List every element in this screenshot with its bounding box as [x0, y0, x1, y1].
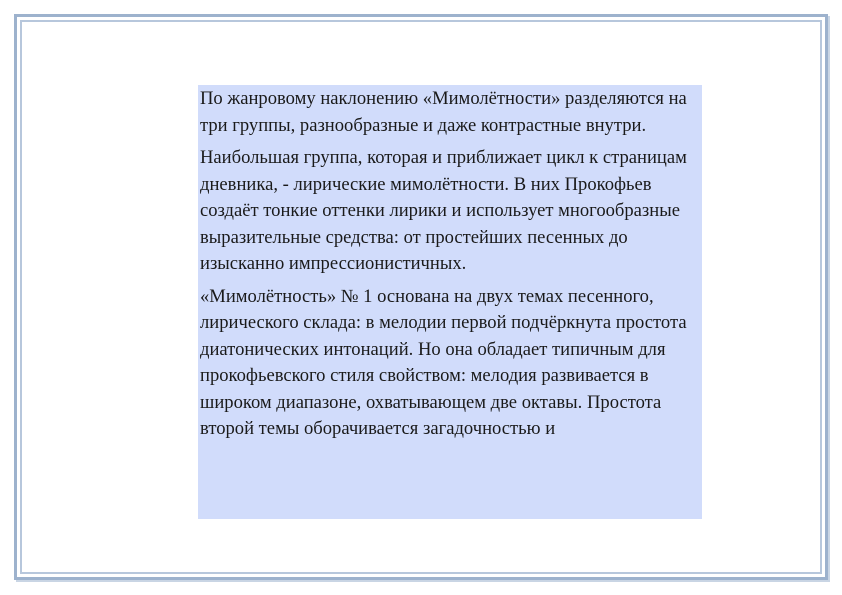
text-box	[198, 85, 702, 519]
paragraph-3: «Мимолётность» № 1 основана на двух темах песенного, лирического склада: в мелодии первой подчёркнута простота диатонических интонаций. Но она обладает типичным для прокофьевского стиля свойством: мелодия развивается в широком диапазоне, охватывающем две октавы. Простота второй темы оборачивается загадочностью и	[200, 285, 687, 439]
paragraph-1: По жанровому наклонению «Мимолётности» разделяются на три группы, разнообразные и даже контрастные внутри.	[200, 88, 687, 136]
paragraph-2: Наибольшая группа, которая и приближает цикл к страницам дневника, - лирические мимолётности. В них Прокофьев создаёт тонкие оттенки лирики и использует многообразные выразительные средства: от простейших песенных до изысканно импрессионистичных.	[200, 147, 687, 274]
